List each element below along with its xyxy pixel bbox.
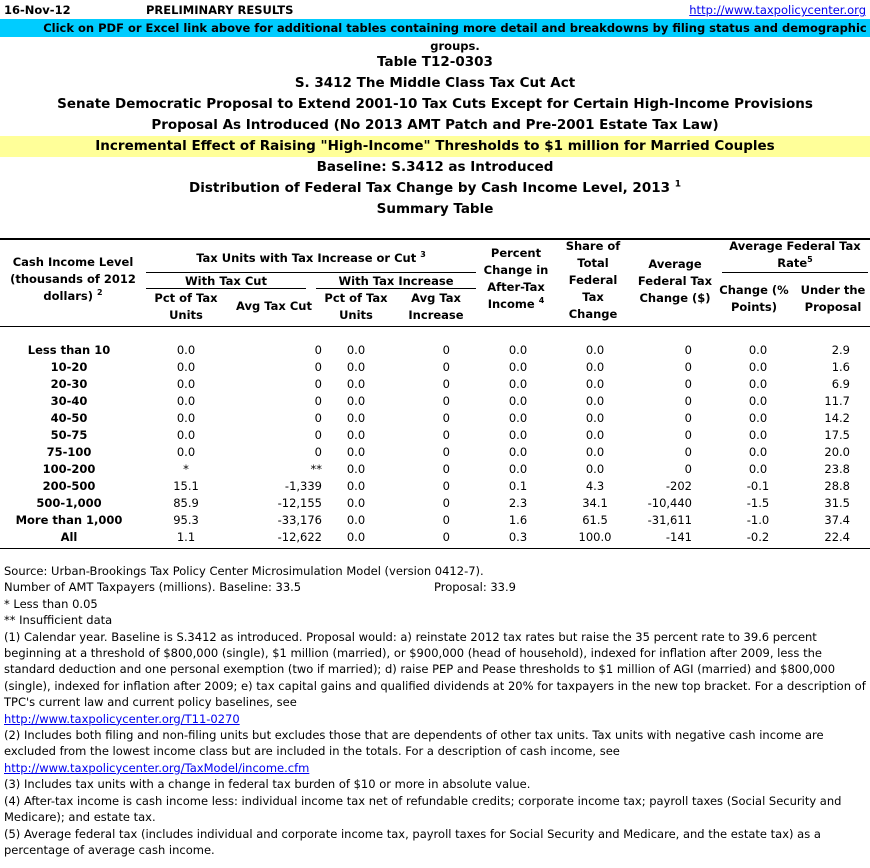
income-level-cell: More than 1,000: [15, 513, 123, 527]
table-row: [0, 479, 870, 496]
avg-fed-tax-change-cell: -10,440: [647, 496, 692, 510]
pct-change-income-cell: 0.3: [508, 530, 528, 544]
income-level-cell: 40-50: [50, 411, 88, 425]
share-tax-change-cell: 0.0: [585, 377, 605, 391]
pct-units-cut-cell: 95.3: [173, 513, 199, 527]
share-tax-change-cell: 0.0: [585, 343, 605, 357]
income-link[interactable]: http://www.taxpolicycenter.org/TaxModel/income.cfm: [4, 760, 310, 775]
pct-units-increase-cell: 0.0: [346, 445, 366, 459]
avg-tax-increase-cell: 0: [442, 479, 450, 493]
avg-fed-tax-change-cell: -31,611: [647, 513, 692, 527]
table-row: [0, 462, 870, 479]
table-row: [0, 530, 870, 547]
rate-under-proposal-cell: 23.8: [824, 462, 850, 476]
pct-change-income-cell: 0.0: [508, 360, 528, 374]
avg-tax-cut-cell: 0: [314, 360, 322, 374]
pct-units-cut-cell: 1.1: [176, 530, 196, 544]
pct-units-increase-cell: 0.0: [346, 377, 366, 391]
pct-units-cut-cell: 0.0: [176, 428, 196, 442]
table-titles: [0, 52, 870, 220]
avg-fed-tax-change-cell: 0: [684, 462, 692, 476]
avg-fed-tax-change-cell: 0: [684, 343, 692, 357]
rate-under-proposal-cell: 37.4: [824, 513, 850, 527]
pct-units-increase-cell: 0.0: [346, 530, 366, 544]
pct-units-cut-cell: 85.9: [173, 496, 199, 510]
bill-title: S. 3412 The Middle Class Tax Cut Act: [294, 75, 576, 91]
avg-tax-cut-cell: **: [310, 462, 322, 476]
avg-tax-cut-cell: 0: [314, 445, 322, 459]
pct-change-income-cell: 0.0: [508, 343, 528, 357]
table-row: [0, 445, 870, 462]
avg-tax-cut-cell: 0: [314, 343, 322, 357]
proposal-subtitle: Proposal As Introduced (No 2013 AMT Patch and Pre-2001 Estate Tax Law): [151, 117, 719, 133]
share-tax-change-cell: 0.0: [585, 428, 605, 442]
rate-change-cell: 0.0: [748, 394, 768, 408]
rate-rule: [722, 272, 868, 273]
income-level-cell: 20-30: [50, 377, 88, 391]
avg-tax-increase-cell: 0: [442, 445, 450, 459]
highlighted-title: Incremental Effect of Raising "High-Income" Thresholds to $1 million for Married Couples: [0, 136, 870, 157]
table-id: Table T12-0303: [377, 54, 493, 70]
avg-fed-tax-header: Average Federal Tax Change ($): [637, 257, 713, 305]
rate-under-proposal-cell: 17.5: [824, 428, 850, 442]
avg-tax-increase-cell: 0: [442, 394, 450, 408]
baseline-link[interactable]: http://www.taxpolicycenter.org/T11-0270: [4, 711, 240, 726]
pct-change-income-cell: 0.0: [508, 462, 528, 476]
summary-title: Summary Table: [376, 201, 494, 217]
share-tax-change-cell: 61.5: [582, 513, 608, 527]
rate-change-cell: 0.0: [748, 411, 768, 425]
pct-units-increase-cell: 0.0: [346, 513, 366, 527]
top-bar: [0, 0, 870, 19]
rate-change-cell: -0.1: [746, 479, 770, 493]
pct-change-income-cell: 0.1: [508, 479, 528, 493]
table-row: [0, 496, 870, 513]
avg-fed-tax-change-cell: 0: [684, 394, 692, 408]
pct-change-income-cell: 0.0: [508, 411, 528, 425]
avg-fed-tax-change-cell: 0: [684, 428, 692, 442]
rate-change-cell: 0.0: [748, 462, 768, 476]
avg-fed-tax-change-cell: -202: [665, 479, 692, 493]
table-row: [0, 513, 870, 530]
income-level-cell: 30-40: [50, 394, 88, 408]
rate-under-proposal-cell: 31.5: [824, 496, 850, 510]
pct-units-cut-cell: 0.0: [176, 411, 196, 425]
avg-tax-cut-cell: 0: [314, 377, 322, 391]
rate-under-proposal-cell: 1.6: [831, 360, 850, 374]
pct-units-cut-cell: 0.0: [176, 394, 196, 408]
rate-under-proposal-cell: 6.9: [831, 377, 850, 391]
rate-change-cell: 0.0: [748, 343, 768, 357]
income-level-cell: 100-200: [42, 462, 96, 476]
note-3: (3) Includes tax units with a change in federal tax burden of $10 or more in absolute value.: [4, 777, 531, 792]
income-level-cell: All: [60, 530, 78, 544]
preliminary-label: PRELIMINARY RESULTS: [146, 3, 294, 17]
note-double-star: ** Insufficient data: [4, 613, 113, 628]
pct-units-increase-cell: 0.0: [346, 394, 366, 408]
note-5: (5) Average federal tax (includes individual and corporate income tax, payroll taxes for Social Security and Medicare, and the estate tax) as a percentage of average cash income.: [4, 826, 821, 857]
income-level-cell: 500-1,000: [36, 496, 102, 510]
share-header: Share of Total Federal Tax Change: [565, 239, 621, 321]
pct-units-cut-cell: *: [183, 462, 189, 476]
share-tax-change-cell: 0.0: [585, 445, 605, 459]
income-level-cell: 10-20: [50, 360, 88, 374]
rate-under-proposal-cell: 22.4: [824, 530, 850, 544]
rate-change-cell: 0.0: [748, 428, 768, 442]
table-row: [0, 377, 870, 394]
tpc-home-link[interactable]: http://www.taxpolicycenter.org: [689, 3, 866, 17]
pct-units-inc-header: Pct of Tax Units: [324, 291, 388, 322]
pct-change-header: Percent Change in After-Tax Income $^4$: [483, 246, 549, 311]
pct-change-income-cell: 0.0: [508, 445, 528, 459]
share-tax-change-cell: 0.0: [585, 411, 605, 425]
note-2: (2) Includes both filing and non-filing units but excludes those that are dependents of other tax units. Tax units with negative cash income are excluded from the lowest income class but are included in the totals. For a description of cash income, see: [4, 728, 824, 759]
proposal-title: Senate Democratic Proposal to Extend 2001-10 Tax Cuts Except for Certain High-Income Provisions: [57, 96, 813, 112]
pct-units-increase-cell: 0.0: [346, 343, 366, 357]
note-1: (1) Calendar year. Baseline is S.3412 as introduced. Proposal would: a) reinstate 2012 tax rates but raise the 35 percent rate to 39.6 percent beginning at a threshold of $800,000 (single), $1 million (married), or $900,000 (head of household), indexed for inflation after 2009, less the standard deduction and one personal exemption (two if married); d) raise PEP and Pease thresholds to $1 million of AGI (married) and $800,000 (single), indexed for inflation after 2009; e) tax capital gains and qualified dividends at 20% for taxpayers in the new top bracket. For a description of TPC's current law and current policy baselines, see: [4, 629, 866, 710]
avg-fed-tax-change-cell: 0: [684, 377, 692, 391]
pct-change-income-cell: 0.0: [508, 428, 528, 442]
rate-under-proposal-cell: 28.8: [824, 479, 850, 493]
income-level-cell: Less than 10: [27, 343, 111, 357]
rate-change-cell: -1.5: [746, 496, 770, 510]
pct-units-increase-cell: 0.0: [346, 462, 366, 476]
pct-units-cut-cell: 0.0: [176, 445, 196, 459]
under-proposal-header: Under the Proposal: [800, 283, 866, 314]
avg-tax-cut-cell: -1,339: [284, 479, 322, 493]
pct-units-increase-cell: 0.0: [346, 479, 366, 493]
avg-rate-header: Average Federal Tax Rate$^5$: [729, 239, 861, 270]
rate-change-cell: 0.0: [748, 445, 768, 459]
table-row: [0, 411, 870, 428]
pct-units-increase-cell: 0.0: [346, 411, 366, 425]
distribution-title: Distribution of Federal Tax Change by Cash Income Level, 2013 $^1$: [189, 179, 681, 196]
rate-change-cell: 0.0: [748, 360, 768, 374]
source-note: Source: Urban-Brookings Tax Policy Center Microsimulation Model (version 0412-7).: [4, 564, 484, 578]
avg-fed-tax-change-cell: -141: [665, 530, 692, 544]
avg-inc-header: Avg Tax Increase: [408, 291, 464, 322]
share-tax-change-cell: 0.0: [585, 462, 605, 476]
table-row: [0, 428, 870, 445]
avg-fed-tax-change-cell: 0: [684, 445, 692, 459]
share-tax-change-cell: 100.0: [578, 530, 612, 544]
avg-tax-increase-cell: 0: [442, 513, 450, 527]
note-star: * Less than 0.05: [4, 596, 98, 611]
rate-change-header: Change (% Points): [719, 283, 789, 314]
rate-change-cell: 0.0: [748, 377, 768, 391]
avg-tax-increase-cell: 0: [442, 377, 450, 391]
table-row: [0, 394, 870, 411]
footnotes: [4, 563, 866, 858]
avg-fed-tax-change-cell: 0: [684, 360, 692, 374]
avg-tax-increase-cell: 0: [442, 496, 450, 510]
income-level-cell: 75-100: [46, 445, 92, 459]
note-4: (4) After-tax income is cash income less: individual income tax net of refundable credits; corporate income tax; payroll taxes (Social Security and Medicare); and estate tax.: [4, 793, 842, 825]
income-level-cell: 50-75: [50, 428, 88, 442]
pct-units-cut-header: Pct of Tax Units: [154, 291, 218, 322]
pct-units-cut-cell: 0.0: [176, 377, 196, 391]
pct-change-income-cell: 0.0: [508, 394, 528, 408]
avg-tax-increase-cell: 0: [442, 360, 450, 374]
pct-units-increase-cell: 0.0: [346, 360, 366, 374]
pct-change-income-cell: 2.3: [508, 496, 528, 510]
income-level-cell: 200-500: [42, 479, 96, 493]
rate-under-proposal-cell: 11.7: [824, 394, 850, 408]
avg-tax-increase-cell: 0: [442, 428, 450, 442]
pct-change-income-cell: 1.6: [508, 513, 528, 527]
header-bottom-rule: [0, 326, 870, 327]
rate-under-proposal-cell: 2.9: [831, 343, 850, 357]
avg-tax-increase-cell: 0: [442, 530, 450, 544]
pct-units-increase-cell: 0.0: [346, 496, 366, 510]
share-tax-change-cell: 4.3: [585, 479, 605, 493]
avg-cut-header: Avg Tax Cut: [236, 299, 312, 313]
avg-tax-cut-cell: 0: [314, 411, 322, 425]
pct-units-cut-cell: 15.1: [173, 479, 199, 493]
with-cut-header: With Tax Cut: [185, 274, 267, 288]
avg-tax-increase-cell: 0: [442, 343, 450, 357]
pct-units-cut-cell: 0.0: [176, 343, 196, 357]
avg-fed-tax-change-cell: 0: [684, 411, 692, 425]
table-row: [0, 360, 870, 377]
rate-change-cell: -0.2: [746, 530, 770, 544]
share-tax-change-cell: 0.0: [585, 360, 605, 374]
info-banner: Click on PDF or Excel link above for additional tables containing more detail and breakdowns by filing status and demographic groups.: [0, 19, 870, 37]
report-date: 16-Nov-12: [4, 3, 71, 17]
rate-change-cell: -1.0: [746, 513, 770, 527]
avg-tax-cut-cell: -12,155: [277, 496, 322, 510]
avg-tax-cut-cell: 0: [314, 394, 322, 408]
pct-units-increase-cell: 0.0: [346, 428, 366, 442]
rate-under-proposal-cell: 20.0: [824, 445, 850, 459]
tax-units-header: Tax Units with Tax Increase or Cut $^3$: [196, 250, 426, 265]
baseline-title: Baseline: S.3412 as Introduced: [316, 159, 554, 175]
pct-change-income-cell: 0.0: [508, 377, 528, 391]
rate-under-proposal-cell: 14.2: [824, 411, 850, 425]
avg-tax-cut-cell: -33,176: [277, 513, 322, 527]
avg-tax-increase-cell: 0: [442, 411, 450, 425]
income-level-header: Cash Income Level (thousands of 2012 dollars) $^2$: [10, 255, 136, 303]
table-row: [0, 343, 870, 360]
with-increase-header: With Tax Increase: [338, 274, 454, 288]
avg-tax-cut-cell: 0: [314, 428, 322, 442]
share-tax-change-cell: 0.0: [585, 394, 605, 408]
amt-note: Number of AMT Taxpayers (millions). Baseline: 33.5 Proposal: 33.9: [4, 580, 516, 595]
avg-tax-cut-cell: -12,622: [277, 530, 322, 544]
share-tax-change-cell: 34.1: [582, 496, 608, 510]
table-bottom-rule: [0, 548, 870, 549]
pct-units-cut-cell: 0.0: [176, 360, 196, 374]
avg-tax-increase-cell: 0: [442, 462, 450, 476]
